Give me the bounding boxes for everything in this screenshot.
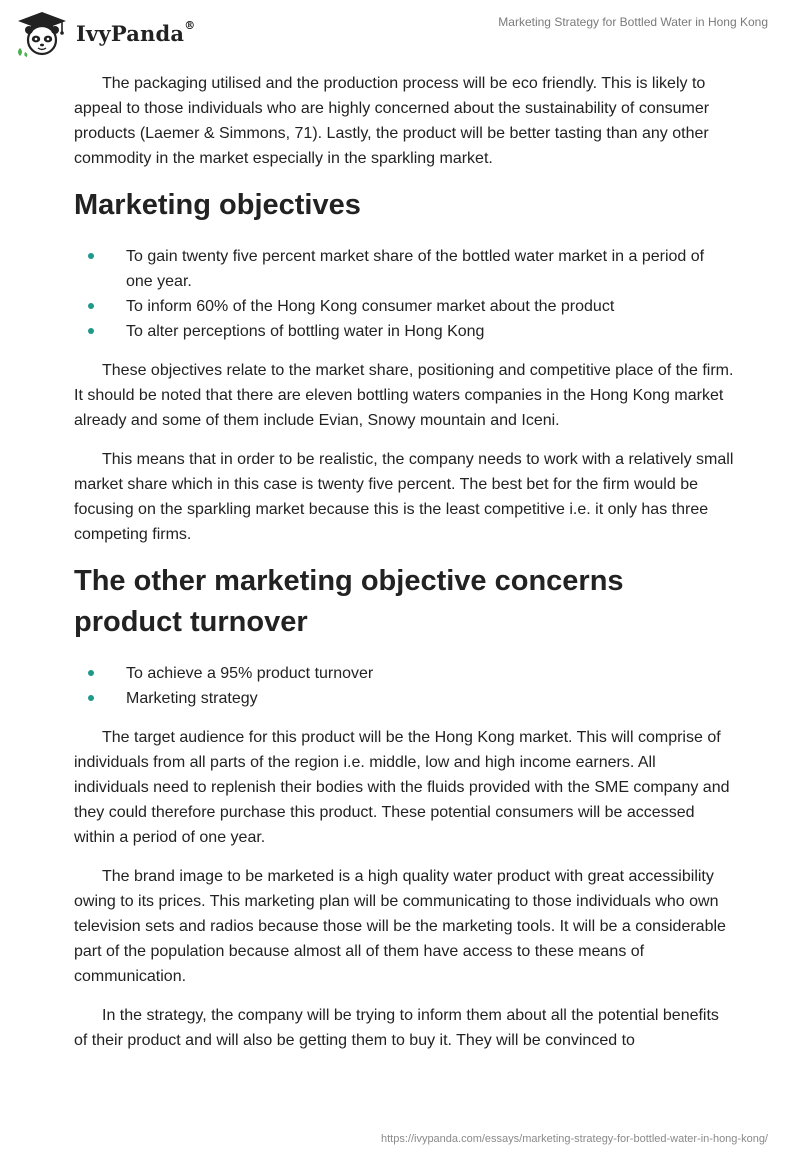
article-body — [74, 71, 734, 1067]
section-heading: The other marketing objective concerns product turnover — [74, 565, 624, 638]
panda-graduate-icon — [14, 8, 70, 58]
objectives-list — [74, 244, 734, 344]
paragraph: The packaging utilised and the production process will be eco friendly. This is likely to appeal to those individuals who are highly concerned about the sustainability of consumer products (Laemer & Simmons, 71). Lastly, the product will be better tasting than any other commodity in the market especially in the sparkling market. — [74, 75, 710, 167]
list-item: To achieve a 95% product turnover — [74, 661, 734, 686]
bullet-icon — [88, 303, 94, 309]
source-url[interactable]: https://ivypanda.com/essays/marketing-strategy-for-bottled-water-in-hong-kong/ — [380, 1133, 768, 1145]
turnover-list — [74, 661, 734, 711]
paragraph: This means that in order to be realistic, the company needs to work with a relatively small market share which in this case is twenty five percent. The best bet for the firm would be focusing on the sparkling market because this is the least competitive i.e. it only has three competing firms. — [74, 451, 734, 543]
bullet-icon — [88, 695, 94, 701]
page-header — [0, 0, 800, 70]
section-heading: Marketing objectives — [74, 189, 361, 221]
bullet-icon — [88, 253, 94, 259]
paragraph: In the strategy, the company will be trying to inform them about all the potential benefits of their product and will also be getting them to buy it. They will be convinced to — [74, 1007, 719, 1049]
paragraph: These objectives relate to the market share, positioning and competitive place of the firm. It should be noted that there are eleven bottling waters companies in the Hong Kong market already and some of them include Evian, Snowy mountain and Iceni. — [74, 362, 734, 429]
list-item: To inform 60% of the Hong Kong consumer market about the product — [74, 294, 734, 319]
list-item: To gain twenty five percent market share of the bottled water market in a period of one year. — [74, 244, 734, 294]
bullet-icon — [88, 670, 94, 676]
list-item: To alter perceptions of bottling water in Hong Kong — [74, 319, 734, 344]
list-item: Marketing strategy — [74, 686, 734, 711]
ivypanda-logo[interactable] — [14, 8, 195, 58]
paragraph: The brand image to be marketed is a high quality water product with great accessibility owing to its prices. This marketing plan will be communicating to those individuals who own television sets and radios because those will be the marketing tools. It will be a considerable part of the population because almost all of them have access to these means of communication. — [74, 868, 726, 985]
running-title: Marketing Strategy for Bottled Water in Hong Kong — [498, 15, 768, 29]
bullet-icon — [88, 328, 94, 334]
brand-name: IvyPanda® — [76, 18, 196, 46]
paragraph: The target audience for this product will be the Hong Kong market. This will comprise of individuals from all parts of the region i.e. middle, low and high income earners. All individuals need to replenish their bodies with the fluids provided with the SME company and they could therefore purchase this product. These potential consumers will be accessed within a period of one year. — [74, 729, 730, 846]
